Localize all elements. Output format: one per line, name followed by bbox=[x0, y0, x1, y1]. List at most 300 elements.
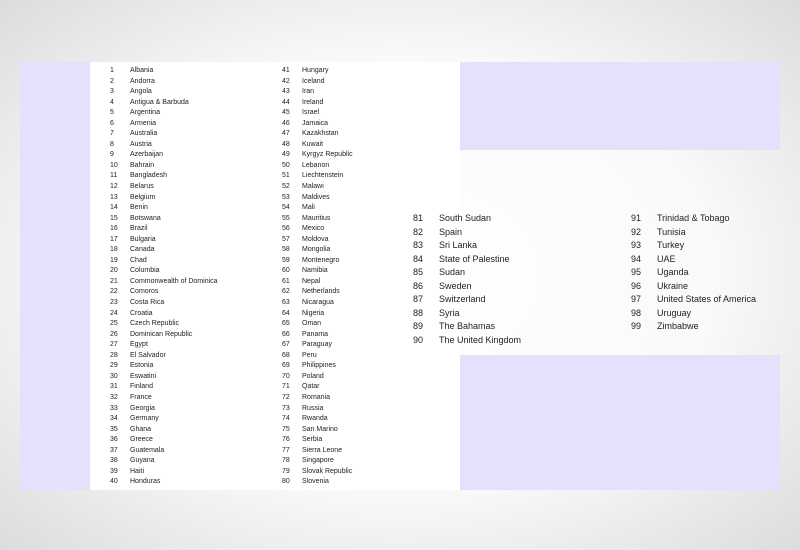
country-number: 66 bbox=[282, 330, 290, 338]
country-number: 97 bbox=[631, 294, 642, 304]
country-name: Mexico bbox=[302, 225, 325, 233]
country-list-item bbox=[282, 456, 353, 467]
country-name: Haiti bbox=[130, 467, 145, 475]
country-list-item bbox=[110, 404, 218, 415]
country-number: 11 bbox=[110, 172, 118, 180]
country-list-item bbox=[282, 245, 353, 256]
country-list-item bbox=[631, 293, 756, 307]
country-name: Kyrgyz Republic bbox=[302, 151, 353, 159]
country-number: 91 bbox=[631, 213, 642, 223]
country-number: 32 bbox=[110, 393, 118, 401]
country-number: 78 bbox=[282, 457, 290, 465]
country-number: 81 bbox=[413, 213, 424, 223]
country-list-item bbox=[110, 361, 218, 372]
country-number: 55 bbox=[282, 214, 290, 222]
country-number: 16 bbox=[110, 225, 118, 233]
top-right-lavender-block bbox=[460, 62, 780, 150]
country-list-item bbox=[413, 320, 521, 334]
country-name: Rwanda bbox=[302, 415, 328, 423]
country-number: 42 bbox=[282, 77, 290, 85]
country-name: Eswatini bbox=[130, 372, 157, 380]
country-list-item bbox=[282, 87, 353, 98]
country-name: Azerbaijan bbox=[130, 151, 164, 159]
country-number: 95 bbox=[631, 267, 642, 277]
country-name: Guatemala bbox=[130, 446, 165, 454]
country-list-item bbox=[282, 203, 353, 214]
country-name: Germany bbox=[130, 415, 159, 423]
country-name: Guyana bbox=[130, 457, 155, 465]
country-name: State of Palestine bbox=[439, 253, 510, 264]
country-name: France bbox=[130, 393, 152, 401]
country-list-item bbox=[282, 404, 353, 415]
country-number: 51 bbox=[282, 172, 290, 180]
country-name: Spain bbox=[439, 226, 463, 237]
country-list-item bbox=[282, 193, 353, 204]
country-name: Philippines bbox=[302, 362, 336, 370]
country-name: Iran bbox=[302, 88, 315, 96]
country-number: 44 bbox=[282, 98, 290, 106]
country-name: The Bahamas bbox=[439, 321, 496, 331]
country-name: Iceland bbox=[302, 77, 325, 85]
country-list-item bbox=[110, 150, 218, 161]
country-number: 18 bbox=[110, 246, 118, 254]
country-number: 98 bbox=[631, 307, 642, 318]
country-number: 28 bbox=[110, 351, 118, 359]
country-name: El Salvador bbox=[130, 351, 166, 359]
country-name: Nicaragua bbox=[302, 299, 334, 307]
country-name: Singapore bbox=[302, 457, 334, 465]
country-list-item bbox=[110, 319, 218, 330]
country-number: 74 bbox=[282, 415, 290, 423]
country-number: 10 bbox=[110, 161, 118, 169]
country-name: Trinidad & Tobago bbox=[657, 213, 730, 223]
country-list-item bbox=[282, 382, 353, 393]
country-number: 62 bbox=[282, 288, 290, 296]
country-name: Moldova bbox=[302, 235, 329, 243]
country-list-item bbox=[110, 372, 218, 383]
country-name: Antigua & Barbuda bbox=[130, 98, 189, 106]
country-name: Austria bbox=[130, 140, 152, 148]
country-list-item bbox=[631, 280, 756, 294]
country-list-item bbox=[110, 287, 218, 298]
country-list-item bbox=[282, 340, 353, 351]
country-name: Switzerland bbox=[439, 294, 486, 304]
country-number: 92 bbox=[631, 226, 642, 237]
country-number: 77 bbox=[282, 446, 290, 454]
country-number: 90 bbox=[413, 334, 424, 345]
country-number: 33 bbox=[110, 404, 118, 412]
country-number: 48 bbox=[282, 140, 290, 148]
country-number: 22 bbox=[110, 288, 118, 296]
country-number: 46 bbox=[282, 119, 290, 127]
country-number: 63 bbox=[282, 299, 290, 307]
country-list-item bbox=[282, 129, 353, 140]
country-list-item bbox=[110, 351, 218, 362]
country-list-item bbox=[282, 77, 353, 88]
country-list-item bbox=[631, 320, 756, 334]
country-number: 39 bbox=[110, 467, 118, 475]
country-name: Israel bbox=[302, 109, 320, 117]
country-list-item bbox=[413, 253, 521, 267]
country-list-column-3 bbox=[413, 212, 521, 347]
country-name: Kuwait bbox=[302, 140, 324, 148]
country-list-column-1 bbox=[110, 66, 218, 488]
country-name: Namibia bbox=[302, 267, 328, 275]
country-name: Belarus bbox=[130, 183, 154, 191]
country-list-column-4 bbox=[631, 212, 756, 334]
country-number: 15 bbox=[110, 214, 118, 222]
country-number: 86 bbox=[413, 280, 424, 291]
country-name: Nigeria bbox=[302, 309, 325, 317]
country-list-item bbox=[282, 98, 353, 109]
country-list-item bbox=[110, 382, 218, 393]
country-number: 34 bbox=[110, 415, 118, 423]
country-number: 89 bbox=[413, 321, 424, 331]
country-number: 96 bbox=[631, 280, 642, 291]
country-name: Armenia bbox=[130, 119, 157, 127]
country-name: Jamaica bbox=[302, 119, 329, 127]
country-list-item bbox=[282, 319, 353, 330]
country-list-item bbox=[110, 140, 218, 151]
country-list-item bbox=[282, 266, 353, 277]
country-number: 25 bbox=[110, 320, 118, 328]
country-name: Panama bbox=[302, 330, 329, 338]
country-number: 50 bbox=[282, 161, 290, 169]
country-list-item bbox=[282, 161, 353, 172]
country-name: San Marino bbox=[302, 425, 338, 433]
country-number: 53 bbox=[282, 193, 290, 201]
bottom-right-lavender-block bbox=[460, 355, 780, 490]
country-name: Lebanon bbox=[302, 161, 330, 169]
country-list-item bbox=[282, 256, 353, 267]
country-list-item bbox=[110, 161, 218, 172]
country-list-item bbox=[110, 456, 218, 467]
country-name: Mauritius bbox=[302, 214, 331, 222]
country-number: 85 bbox=[413, 267, 424, 277]
country-number: 9 bbox=[110, 151, 114, 159]
country-list-item bbox=[282, 414, 353, 425]
country-name: Netherlands bbox=[302, 288, 340, 296]
country-number: 67 bbox=[282, 341, 290, 349]
country-list-item bbox=[631, 307, 756, 321]
country-list-item bbox=[110, 98, 218, 109]
country-list-item bbox=[282, 393, 353, 404]
country-list-item bbox=[110, 235, 218, 246]
country-number: 35 bbox=[110, 425, 118, 433]
country-number: 71 bbox=[282, 383, 290, 391]
country-name: Slovenia bbox=[302, 478, 329, 486]
country-number: 84 bbox=[413, 253, 424, 264]
country-number: 30 bbox=[110, 372, 118, 380]
country-name: Mali bbox=[302, 204, 315, 212]
country-number: 17 bbox=[110, 235, 118, 243]
country-number: 61 bbox=[282, 277, 290, 285]
country-name: Syria bbox=[439, 307, 460, 318]
country-name: Greece bbox=[130, 436, 153, 444]
country-list-item bbox=[631, 253, 756, 267]
country-number: 87 bbox=[413, 294, 424, 304]
country-name: Angola bbox=[130, 88, 152, 96]
country-list-item bbox=[110, 245, 218, 256]
country-name: Bahrain bbox=[130, 161, 155, 169]
country-name: UAE bbox=[657, 253, 676, 264]
country-number: 36 bbox=[110, 436, 118, 444]
country-number: 14 bbox=[110, 204, 118, 212]
country-name: Serbia bbox=[302, 436, 323, 444]
country-number: 76 bbox=[282, 436, 290, 444]
country-name: Honduras bbox=[130, 478, 161, 486]
country-number: 21 bbox=[110, 277, 118, 285]
country-number: 88 bbox=[413, 307, 424, 318]
country-name: Peru bbox=[302, 351, 317, 359]
country-name: Czech Republic bbox=[130, 320, 180, 328]
country-number: 45 bbox=[282, 109, 290, 117]
country-list-item bbox=[282, 361, 353, 372]
country-list-item bbox=[413, 293, 521, 307]
country-list-item bbox=[282, 182, 353, 193]
country-list-item bbox=[282, 477, 353, 488]
country-list-item bbox=[282, 467, 353, 478]
country-number: 49 bbox=[282, 151, 290, 159]
country-list-item bbox=[110, 214, 218, 225]
country-name: Bangladesh bbox=[130, 172, 167, 180]
country-list-item bbox=[413, 266, 521, 280]
country-name: Qatar bbox=[302, 383, 320, 391]
country-list-item bbox=[282, 108, 353, 119]
country-number: 37 bbox=[110, 446, 118, 454]
country-list-item bbox=[110, 393, 218, 404]
country-number: 80 bbox=[282, 478, 290, 486]
country-name: Argentina bbox=[130, 109, 160, 117]
country-list-item bbox=[110, 330, 218, 341]
country-number: 52 bbox=[282, 183, 290, 191]
country-list-item bbox=[631, 266, 756, 280]
country-list-item bbox=[282, 214, 353, 225]
country-number: 93 bbox=[631, 240, 642, 250]
country-name: South Sudan bbox=[439, 213, 492, 223]
country-name: Nepal bbox=[302, 277, 321, 285]
country-list-item bbox=[110, 477, 218, 488]
country-number: 1 bbox=[110, 67, 114, 74]
country-list-item bbox=[110, 340, 218, 351]
country-list-item bbox=[110, 309, 218, 320]
country-name: Mongolia bbox=[302, 246, 331, 254]
country-number: 47 bbox=[282, 130, 290, 138]
country-name: Botswana bbox=[130, 214, 161, 222]
country-number: 83 bbox=[413, 240, 424, 250]
country-list-item bbox=[282, 425, 353, 436]
country-number: 23 bbox=[110, 299, 118, 307]
country-name: Chad bbox=[130, 256, 147, 264]
country-name: Liechtenstein bbox=[302, 172, 344, 180]
country-name: Brazil bbox=[130, 225, 148, 233]
country-name: Columbia bbox=[130, 267, 160, 275]
country-name: Finland bbox=[130, 383, 153, 391]
country-number: 79 bbox=[282, 467, 290, 475]
country-list-item bbox=[110, 129, 218, 140]
country-list-item bbox=[282, 446, 353, 457]
country-name: Zimbabwe bbox=[657, 321, 699, 331]
country-name: Dominican Republic bbox=[130, 330, 193, 338]
country-name: Ukraine bbox=[657, 280, 689, 291]
country-list-item bbox=[413, 226, 521, 240]
country-list-item bbox=[110, 414, 218, 425]
country-name: Sri Lanka bbox=[439, 240, 478, 250]
country-name: Kazakhstan bbox=[302, 130, 339, 138]
country-list-item bbox=[282, 309, 353, 320]
country-name: Uruguay bbox=[657, 307, 692, 318]
country-number: 8 bbox=[110, 140, 114, 148]
country-number: 41 bbox=[282, 67, 290, 74]
country-name: Hungary bbox=[302, 67, 329, 74]
country-number: 73 bbox=[282, 404, 290, 412]
country-number: 68 bbox=[282, 351, 290, 359]
country-name: Australia bbox=[130, 130, 158, 138]
country-number: 54 bbox=[282, 204, 290, 212]
country-number: 38 bbox=[110, 457, 118, 465]
country-number: 58 bbox=[282, 246, 290, 254]
country-name: Ireland bbox=[302, 98, 324, 106]
country-name: Ghana bbox=[130, 425, 152, 433]
country-name: Bulgaria bbox=[130, 235, 156, 243]
country-list-item bbox=[413, 307, 521, 321]
country-name: Russia bbox=[302, 404, 324, 412]
country-number: 27 bbox=[110, 341, 118, 349]
country-name: Andorra bbox=[130, 77, 155, 85]
country-list-item bbox=[282, 235, 353, 246]
country-list-item bbox=[413, 212, 521, 226]
left-lavender-band bbox=[20, 62, 90, 490]
country-list-item bbox=[631, 212, 756, 226]
country-number: 59 bbox=[282, 256, 290, 264]
country-name: United States of America bbox=[657, 294, 757, 304]
country-list-item bbox=[110, 119, 218, 130]
country-list-item bbox=[110, 435, 218, 446]
country-list-item bbox=[110, 77, 218, 88]
country-name: Sweden bbox=[439, 280, 472, 291]
country-list-item bbox=[282, 150, 353, 161]
country-list-item bbox=[110, 266, 218, 277]
country-name: Egypt bbox=[130, 341, 148, 349]
country-number: 6 bbox=[110, 119, 114, 127]
country-number: 12 bbox=[110, 183, 118, 191]
country-name: Albania bbox=[130, 67, 154, 74]
country-number: 7 bbox=[110, 130, 114, 138]
country-list-item bbox=[110, 66, 218, 77]
country-number: 56 bbox=[282, 225, 290, 233]
country-name: Slovak Republic bbox=[302, 467, 353, 475]
country-list-item bbox=[110, 446, 218, 457]
country-number: 65 bbox=[282, 320, 290, 328]
country-list-item bbox=[413, 334, 521, 348]
country-name: Sudan bbox=[439, 267, 466, 277]
country-list-item bbox=[282, 171, 353, 182]
country-name: Malawi bbox=[302, 183, 324, 191]
country-name: Tunisia bbox=[657, 226, 686, 237]
country-number: 20 bbox=[110, 267, 118, 275]
country-list-item bbox=[413, 280, 521, 294]
country-number: 26 bbox=[110, 330, 118, 338]
country-list-item bbox=[631, 226, 756, 240]
country-list-item bbox=[110, 182, 218, 193]
country-number: 3 bbox=[110, 88, 114, 96]
country-number: 4 bbox=[110, 98, 114, 106]
country-name: Montenegro bbox=[302, 256, 340, 264]
country-list-item bbox=[282, 298, 353, 309]
country-name: Maldives bbox=[302, 193, 330, 201]
country-list-column-2 bbox=[282, 66, 353, 488]
country-list-item bbox=[282, 351, 353, 362]
country-list-item bbox=[282, 277, 353, 288]
country-number: 40 bbox=[110, 478, 118, 486]
country-number: 29 bbox=[110, 362, 118, 370]
country-list-item bbox=[110, 193, 218, 204]
country-number: 82 bbox=[413, 226, 424, 237]
country-name: Commonwealth of Dominica bbox=[130, 277, 218, 285]
country-list-item bbox=[110, 467, 218, 478]
country-number: 5 bbox=[110, 109, 114, 117]
country-name: Costa Rica bbox=[130, 299, 165, 307]
country-number: 31 bbox=[110, 383, 118, 391]
country-number: 60 bbox=[282, 267, 290, 275]
country-name: Estonia bbox=[130, 362, 154, 370]
country-name: Uganda bbox=[657, 267, 689, 277]
country-name: Canada bbox=[130, 246, 155, 254]
country-name: Sierra Leone bbox=[302, 446, 343, 454]
country-list-item bbox=[110, 108, 218, 119]
country-number: 99 bbox=[631, 321, 642, 331]
country-list-item bbox=[282, 224, 353, 235]
country-number: 19 bbox=[110, 256, 118, 264]
country-number: 70 bbox=[282, 372, 290, 380]
country-list-item bbox=[110, 256, 218, 267]
country-name: Belgium bbox=[130, 193, 156, 201]
country-list-item bbox=[110, 224, 218, 235]
country-list-item bbox=[282, 287, 353, 298]
country-list-item bbox=[110, 171, 218, 182]
country-name: Comoros bbox=[130, 288, 159, 296]
country-number: 13 bbox=[110, 193, 118, 201]
country-number: 24 bbox=[110, 309, 118, 317]
country-number: 75 bbox=[282, 425, 290, 433]
country-list-item bbox=[110, 277, 218, 288]
country-number: 57 bbox=[282, 235, 290, 243]
country-list-item bbox=[110, 87, 218, 98]
country-list-item bbox=[282, 435, 353, 446]
country-list-item bbox=[282, 330, 353, 341]
country-list-item bbox=[282, 66, 353, 77]
country-number: 72 bbox=[282, 393, 290, 401]
country-name: Oman bbox=[302, 320, 322, 328]
country-number: 64 bbox=[282, 309, 290, 317]
country-name: Croatia bbox=[130, 309, 153, 317]
country-list-item bbox=[282, 119, 353, 130]
country-list-item bbox=[631, 239, 756, 253]
country-list-item bbox=[110, 298, 218, 309]
country-name: Romania bbox=[302, 393, 331, 401]
country-list-item bbox=[282, 140, 353, 151]
country-number: 94 bbox=[631, 253, 642, 264]
country-list-item bbox=[110, 425, 218, 436]
country-number: 69 bbox=[282, 362, 290, 370]
country-name: Turkey bbox=[657, 240, 685, 250]
country-number: 43 bbox=[282, 88, 290, 96]
country-name: Benin bbox=[130, 204, 148, 212]
country-list-item bbox=[110, 203, 218, 214]
country-list-item bbox=[282, 372, 353, 383]
country-list-item bbox=[413, 239, 521, 253]
country-name: Paraguay bbox=[302, 341, 332, 349]
